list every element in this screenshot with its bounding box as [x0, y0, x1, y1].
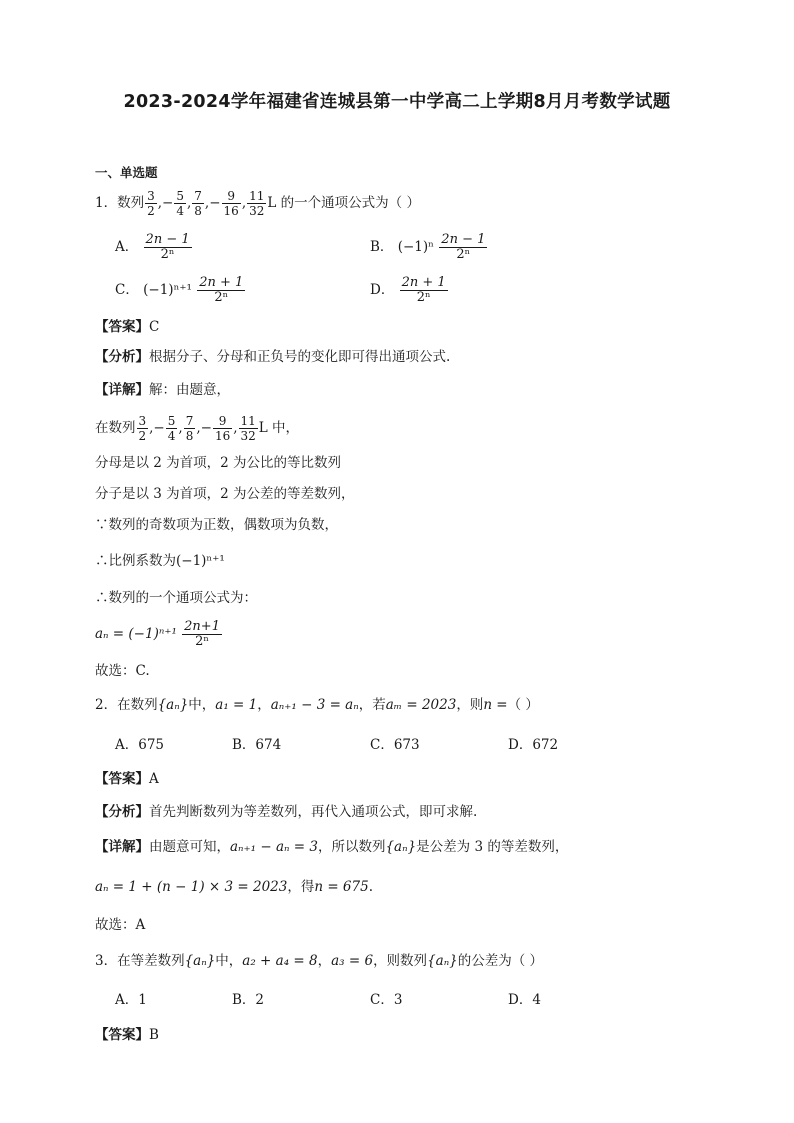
q3-option-b: B．2	[232, 992, 265, 1008]
q3-answer: 【答案】B	[95, 1027, 159, 1043]
q2-option-a: A．675	[115, 737, 165, 753]
page-title: 2023-2024学年福建省连城县第一中学高二上学期8月月考数学试题	[123, 92, 671, 112]
seq-term: $\frac{3}{2}$	[147, 189, 155, 218]
q2-option-d: D．672	[508, 737, 559, 753]
seq-term: $\frac{11}{32}$	[249, 189, 265, 218]
q3-option-d: D．4	[508, 992, 541, 1008]
q3-option-c: C．3	[370, 992, 403, 1008]
seq-term: $\frac{9}{16}$	[223, 189, 239, 218]
q2-formula: aₙ = 1 + (n − 1) × 3 = 2023，得n = 675.	[95, 879, 373, 895]
q3-option-a: A．1	[115, 992, 147, 1008]
q2-choose: 故选：A	[95, 917, 146, 933]
q1-choose: 故选：C.	[95, 663, 150, 679]
q2-answer: 【答案】A	[95, 771, 159, 787]
seq-term: $\frac{7}{8}$	[194, 189, 202, 218]
q1-analysis: 【分析】根据分子、分母和正负号的变化即可得出通项公式.	[95, 349, 451, 365]
q1-option-b: B． (−1)ⁿ $\frac{2n - 1}{\text{2ⁿ}}$	[370, 232, 486, 262]
q1-option-d: D． $\frac{2n + 1}{\text{2ⁿ}}$	[370, 275, 446, 305]
question-2-stem: 2．在数列{aₙ}中，a₁ = 1，aₙ₊₁ − 3 = aₙ，若aₘ = 2023，则n =（ ）	[95, 697, 539, 713]
q1-answer: 【答案】C	[95, 319, 160, 335]
q2-analysis: 【分析】首先判断数列为等差数列，再代入通项公式，即可求解.	[95, 804, 478, 820]
q1-suffix: L 的一个通项公式为（ ）	[267, 195, 420, 211]
question-3-stem: 3．在等差数列{aₙ}中，a₂ + a₄ = 8，a₃ = 6，则数列{aₙ}的公差为（ ）	[95, 953, 544, 969]
q1-detail-line: ∴比例系数为(−1)ⁿ⁺¹	[95, 553, 225, 569]
q2-detail: 【详解】由题意可知，aₙ₊₁ − aₙ = 3，所以数列{aₙ}是公差为 3 的等差数列，	[95, 839, 569, 855]
q2-option-b: B．674	[232, 737, 282, 753]
q1-detail-line: 分子是以 3 为首项，2 为公差的等差数列，	[95, 486, 355, 502]
q1-detail-line: ∵数列的奇数项为正数，偶数项为负数，	[95, 517, 338, 533]
q2-option-c: C．673	[370, 737, 420, 753]
q1-detail-line: ∴数列的一个通项公式为：	[95, 590, 257, 606]
q1-formula: aₙ = (−1)ⁿ⁺¹ $\frac{2n+1}{\text{2ⁿ}}$	[95, 619, 220, 649]
seq-term: $\frac{5}{4}$	[176, 189, 184, 218]
question-1-stem: 1．数列 $\frac{3}{2}$ ,− $\frac{5}{4}$ , $\frac{7}{8}$ ,− $\frac{9}{16}$ , $\frac{11}{32}$ L 的一个通项公式为（ ）	[95, 189, 420, 218]
section-heading: 一、单选题	[95, 165, 158, 180]
q1-option-c: C． (−1)ⁿ⁺¹ $\frac{2n + 1}{\text{2ⁿ}}$	[115, 275, 244, 305]
q1-detail-line: 分母是以 2 为首项，2 为公比的等比数列	[95, 455, 342, 471]
q1-detail-seq: 在数列 $\frac{3}{2}$ ,− $\frac{5}{4}$ , $\frac{7}{8}$ ,− $\frac{9}{16}$ , $\frac{11}{32}$ L 中，	[95, 414, 300, 443]
q1-detail-intro: 【详解】解：由题意，	[95, 382, 230, 398]
q1-prefix: 1．数列	[95, 195, 145, 211]
q1-option-a: A． $\frac{2n - 1}{\text{2ⁿ}}$	[115, 232, 190, 262]
